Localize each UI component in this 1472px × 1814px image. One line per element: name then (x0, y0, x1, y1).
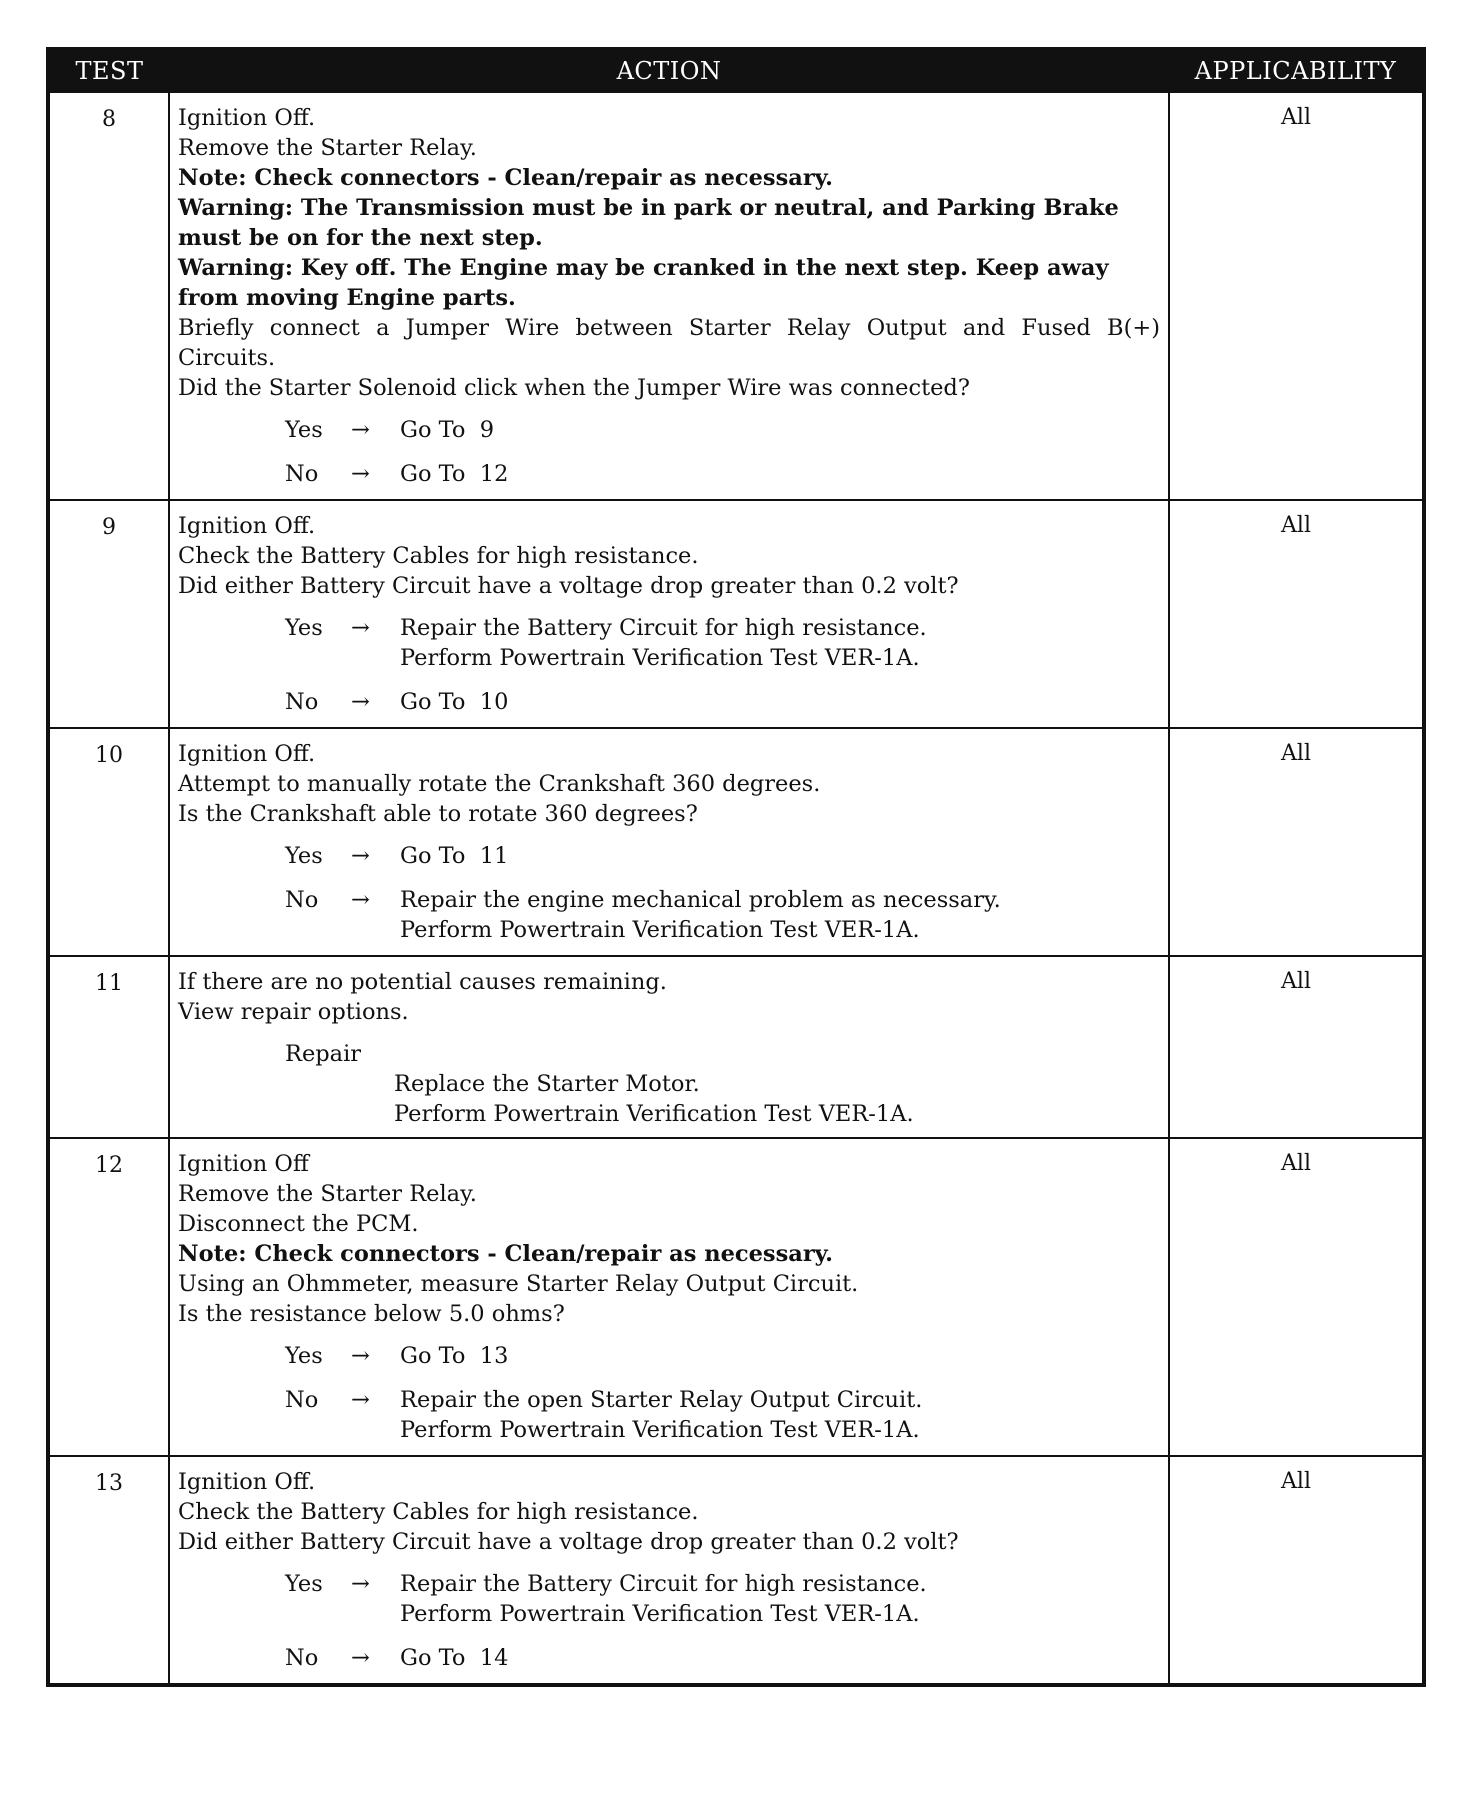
right-arrow-icon: → (351, 615, 370, 641)
outcome-item (178, 841, 1160, 871)
outcome-result-line: Go To 14 (400, 1645, 509, 1671)
action-cell (169, 500, 1169, 728)
action-line: Did either Battery Circuit have a voltage drop greater than 0.2 volt? (178, 1529, 959, 1555)
action-line: Remove the Starter Relay. (178, 135, 477, 161)
outcome-item (178, 415, 1160, 445)
outcome-result-line: Go To 13 (400, 1343, 509, 1369)
outcome-result-line: Repair the engine mechanical problem as necessary. (400, 887, 1001, 913)
action-line: Is the Crankshaft able to rotate 360 degrees? (178, 801, 698, 827)
right-arrow-icon: → (351, 1387, 370, 1413)
action-line: Ignition Off. (178, 513, 316, 539)
applicability-value: All (1169, 956, 1424, 1138)
test-row (48, 1138, 1424, 1456)
outcome-answer: No (285, 689, 319, 715)
outcome-answer: No (285, 1645, 319, 1671)
outcome-item (178, 459, 1160, 489)
outcome-answer: Yes (285, 843, 323, 869)
action-line: Ignition Off. (178, 105, 316, 131)
right-arrow-icon: → (351, 843, 370, 869)
outcome-item (178, 1385, 1160, 1445)
test-row (48, 956, 1424, 1138)
action-line: View repair options. (178, 999, 409, 1025)
action-line: Is the resistance below 5.0 ohms? (178, 1301, 565, 1327)
outcome-result (400, 687, 1160, 717)
outcome-item (178, 885, 1160, 945)
outcome-result (400, 1569, 1160, 1629)
action-cell (169, 956, 1169, 1138)
outcome-result (400, 1341, 1160, 1371)
outcome-result-line: Repair the Battery Circuit for high resistance. (400, 1571, 927, 1597)
outcome-answer: Yes (285, 615, 323, 641)
outcome-list (178, 1341, 1160, 1445)
test-number: 8 (48, 92, 169, 500)
test-row (48, 728, 1424, 956)
action-line: Did the Starter Solenoid click when the Jumper Wire was connected? (178, 375, 970, 401)
test-number: 11 (48, 956, 169, 1138)
outcome-item (178, 687, 1160, 717)
action-line: Check the Battery Cables for high resistance. (178, 1499, 699, 1525)
action-cell (169, 1138, 1169, 1456)
header-applicability: APPLICABILITY (1169, 49, 1424, 92)
outcome-result-line: Repair the open Starter Relay Output Circuit. (400, 1387, 923, 1413)
outcome-result (400, 613, 1160, 673)
action-warning-line: Warning: Key off. The Engine may be cranked in the next step. Keep away from moving Engine parts. (178, 255, 1109, 311)
applicability-value: All (1169, 1138, 1424, 1456)
outcome-result-line: Repair the Battery Circuit for high resistance. (400, 615, 927, 641)
test-number: 9 (48, 500, 169, 728)
action-cell (169, 728, 1169, 956)
outcome-item (178, 1569, 1160, 1629)
diagnostic-test-table (46, 47, 1426, 1687)
test-number: 10 (48, 728, 169, 956)
test-row (48, 1456, 1424, 1685)
header-action: ACTION (169, 49, 1169, 92)
outcome-list (178, 415, 1160, 489)
outcome-result (400, 415, 1160, 445)
action-warning-line: Note: Check connectors - Clean/repair as necessary. (178, 1241, 833, 1267)
action-line: Using an Ohmmeter, measure Starter Relay Output Circuit. (178, 1271, 859, 1297)
action-line: Ignition Off. (178, 1469, 316, 1495)
outcome-result (400, 459, 1160, 489)
right-arrow-icon: → (351, 461, 370, 487)
outcome-result-line: Go To 12 (400, 461, 509, 487)
outcome-result-line: Perform Powertrain Verification Test VER-1A. (400, 917, 920, 943)
outcome-result-line: Go To 11 (400, 843, 509, 869)
outcome-list (178, 613, 1160, 717)
outcome-result-line: Perform Powertrain Verification Test VER-1A. (400, 1601, 920, 1627)
action-cell (169, 1456, 1169, 1685)
outcome-result-line: Go To 10 (400, 689, 509, 715)
outcome-answer: No (285, 461, 319, 487)
outcome-answer: No (285, 1387, 319, 1413)
outcome-result-line: Go To 9 (400, 417, 495, 443)
repair-heading: Repair (285, 1041, 362, 1067)
repair-options (178, 1039, 1160, 1129)
test-row (48, 92, 1424, 500)
test-procedure-sheet (46, 47, 1422, 1687)
action-line: Remove the Starter Relay. (178, 1181, 477, 1207)
action-line: Ignition Off. (178, 741, 316, 767)
repair-item: Replace the Starter Motor. (394, 1071, 700, 1097)
outcome-list (178, 1569, 1160, 1673)
action-line: Briefly connect a Jumper Wire between Starter Relay Output and Fused B(+) Circuits. (178, 315, 1160, 371)
right-arrow-icon: → (351, 1645, 370, 1671)
right-arrow-icon: → (351, 1343, 370, 1369)
action-line: Disconnect the PCM. (178, 1211, 419, 1237)
outcome-item (178, 613, 1160, 673)
test-number: 13 (48, 1456, 169, 1685)
repair-item: Perform Powertrain Verification Test VER-1A. (394, 1101, 914, 1127)
table-body (48, 92, 1424, 1685)
applicability-value: All (1169, 1456, 1424, 1685)
outcome-result (400, 1385, 1160, 1445)
right-arrow-icon: → (351, 417, 370, 443)
action-line: Attempt to manually rotate the Crankshaft 360 degrees. (178, 771, 821, 797)
outcome-result-line: Perform Powertrain Verification Test VER-1A. (400, 1417, 920, 1443)
action-warning-line: Note: Check connectors - Clean/repair as necessary. (178, 165, 833, 191)
outcome-item (178, 1643, 1160, 1673)
right-arrow-icon: → (351, 887, 370, 913)
outcome-answer: Yes (285, 1343, 323, 1369)
outcome-list (178, 841, 1160, 945)
right-arrow-icon: → (351, 1571, 370, 1597)
action-warning-line: Warning: The Transmission must be in park or neutral, and Parking Brake must be on for the next step. (178, 195, 1119, 251)
test-number: 12 (48, 1138, 169, 1456)
applicability-value: All (1169, 728, 1424, 956)
action-line: Check the Battery Cables for high resistance. (178, 543, 699, 569)
test-row (48, 500, 1424, 728)
outcome-result (400, 1643, 1160, 1673)
applicability-value: All (1169, 500, 1424, 728)
outcome-answer: Yes (285, 1571, 323, 1597)
outcome-answer: Yes (285, 417, 323, 443)
outcome-item (178, 1341, 1160, 1371)
outcome-result (400, 885, 1160, 945)
outcome-result (400, 841, 1160, 871)
action-line: If there are no potential causes remaining. (178, 969, 667, 995)
applicability-value: All (1169, 92, 1424, 500)
action-cell (169, 92, 1169, 500)
header-test: TEST (48, 49, 169, 92)
action-line: Ignition Off (178, 1151, 309, 1177)
outcome-result-line: Perform Powertrain Verification Test VER-1A. (400, 645, 920, 671)
table-header-row (48, 49, 1424, 92)
right-arrow-icon: → (351, 689, 370, 715)
outcome-answer: No (285, 887, 319, 913)
action-line: Did either Battery Circuit have a voltage drop greater than 0.2 volt? (178, 573, 959, 599)
